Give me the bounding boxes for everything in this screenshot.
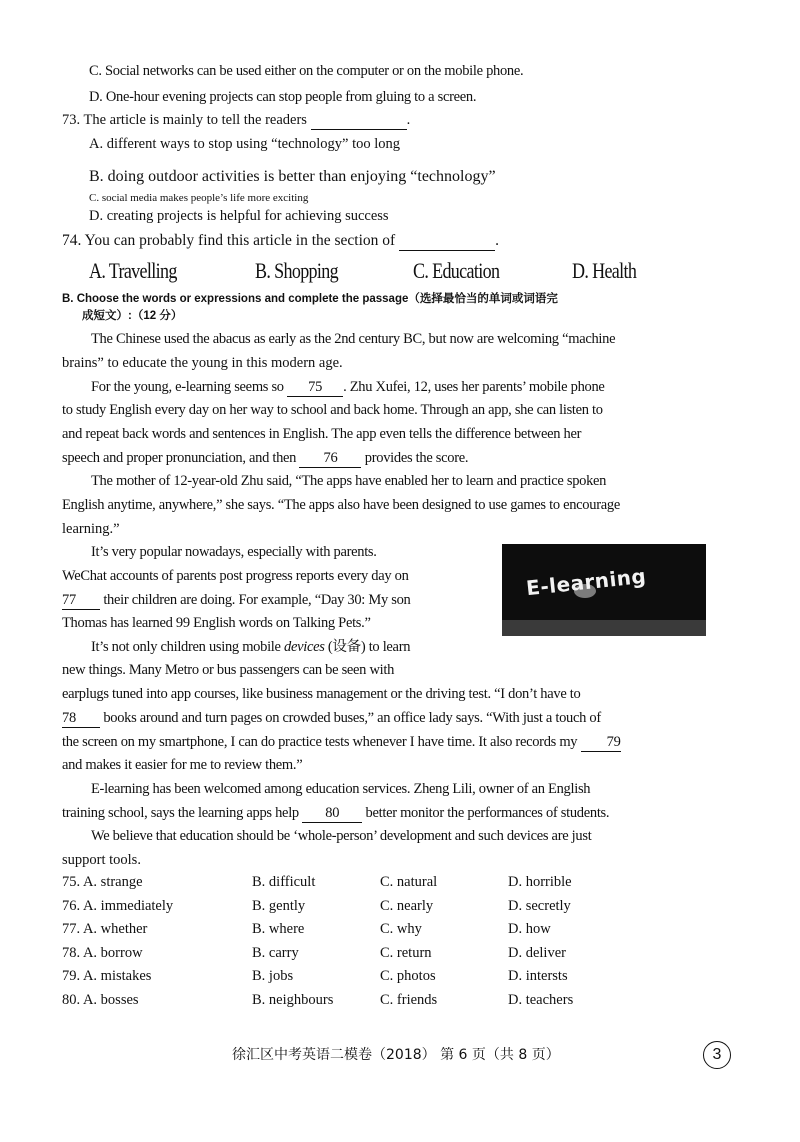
choice-76-b: B. gently (252, 898, 306, 914)
passage-line: the screen on my smartphone, I can do practice tests whenever I have time. It also records my 79 (62, 734, 621, 750)
choice-77-b: B. where (252, 921, 305, 937)
passage-line: English anytime, anywhere,” she says. “The apps also have been designed to use games to encourage (62, 497, 620, 513)
q73-option-b: B. doing outdoor activities is better than enjoying “technology” (89, 168, 496, 185)
passage-line: It’s very popular nowadays, especially with parents. (91, 544, 377, 560)
choice-79-c: C. photos (380, 968, 436, 984)
choice-75-b: B. difficult (252, 874, 316, 890)
passage-line: and repeat back words and sentences in English. The app even tells the difference between her (62, 426, 582, 442)
passage-line: For the young, e-learning seems so 75 . Zhu Xufei, 12, uses her parents’ mobile phone (91, 379, 605, 395)
section-b-heading: B. Choose the words or expressions and complete the passage（选择最恰当的单词或词语完 (62, 293, 558, 305)
choice-78-a: 78. A. borrow (62, 945, 143, 961)
passage-line: We believe that education should be ‘whole-person’ development and such devices are just (91, 828, 592, 844)
choice-77-d: D. how (508, 921, 551, 937)
blank-79: 79 (581, 733, 621, 752)
passage-line: speech and proper pronunciation, and then 76 provides the score. (62, 450, 469, 466)
passage-line: The mother of 12-year-old Zhu said, “The apps have enabled her to learn and practice spoken (91, 473, 607, 489)
passage-line: learning.” (62, 521, 120, 537)
q72-option-c: C. Social networks can be used either on the computer or on the mobile phone. (89, 63, 524, 79)
q74-option-c: C. Education (413, 258, 500, 283)
passage-line: new things. Many Metro or bus passengers can be seen with (62, 662, 395, 678)
choice-80-b: B. neighbours (252, 992, 334, 1008)
passage-line: The Chinese used the abacus as early as the 2nd century BC, but now are welcoming “machine (91, 331, 616, 347)
choice-79-b: B. jobs (252, 968, 294, 984)
e-learning-image (502, 544, 706, 636)
q72-option-d: D. One-hour evening projects can stop people from gluing to a screen. (89, 89, 477, 105)
passage-line: support tools. (62, 852, 141, 868)
choice-80-a: 80. A. bosses (62, 992, 139, 1008)
choice-76-d: D. secretly (508, 898, 571, 914)
choice-78-c: C. return (380, 945, 432, 961)
choice-76-a: 76. A. immediately (62, 898, 174, 914)
choice-75-c: C. natural (380, 874, 438, 890)
choice-78-d: D. deliver (508, 945, 566, 961)
q74-option-a: A. Travelling (89, 258, 177, 283)
q73-option-a: A. different ways to stop using “technology” too long (89, 136, 401, 152)
blank-80: 80 (302, 804, 362, 823)
e-learning-image-text: E-learning (525, 563, 648, 601)
blank-76: 76 (299, 449, 361, 468)
passage-line: earplugs tuned into app courses, like business management or the driving test. “I don’t have to (62, 686, 581, 702)
q74-option-d: D. Health (572, 258, 637, 283)
passage-line: and makes it easier for me to review them.” (62, 757, 303, 773)
choice-80-d: D. teachers (508, 992, 574, 1008)
passage-line: WeChat accounts of parents post progress reports every day on (62, 568, 409, 584)
q73-option-c: C. social media makes people’s life more exciting (89, 192, 309, 204)
passage-line: 78 books around and turn pages on crowded buses,” an office lady says. “With just a touch of (62, 710, 601, 726)
blank-75: 75 (287, 378, 343, 397)
page-circle-number: 3 (703, 1041, 731, 1069)
passage-line: training school, says the learning apps help 80 better monitor the performances of students. (62, 805, 610, 821)
blank-77: 77 (62, 591, 100, 610)
passage-line: brains” to educate the young in this modern age. (62, 355, 343, 371)
q74-blank (399, 232, 495, 251)
section-b-heading-points: 成短文）:（12 分） (82, 310, 183, 322)
choice-76-c: C. nearly (380, 898, 434, 914)
choice-79-a: 79. A. mistakes (62, 968, 152, 984)
choice-78-b: B. carry (252, 945, 299, 961)
choice-75-d: D. horrible (508, 874, 572, 890)
blank-78: 78 (62, 709, 100, 728)
page-footer: 徐汇区中考英语二模卷（2018） 第 6 页（共 8 页） (232, 1047, 560, 1063)
q73-stem: 73. The article is mainly to tell the readers . (62, 112, 411, 128)
choice-80-c: C. friends (380, 992, 438, 1008)
q73-blank (311, 111, 407, 130)
choice-77-c: C. why (380, 921, 422, 937)
choice-75-a: 75. A. strange (62, 874, 143, 890)
q73-option-d: D. creating projects is helpful for achieving success (89, 208, 389, 224)
passage-line: E-learning has been welcomed among education services. Zheng Lili, owner of an English (91, 781, 591, 797)
q74-stem: 74. You can probably find this article in the section of . (62, 232, 499, 249)
image-keyboard-strip (502, 620, 706, 636)
passage-line: 77 their children are doing. For example, “Day 30: My son (62, 592, 411, 608)
passage-line: to study English every day on her way to school and back home. Through an app, she can listen to (62, 402, 603, 418)
choice-79-d: D. intersts (508, 968, 568, 984)
passage-line: It’s not only children using mobile devices (设备) to learn (91, 639, 411, 655)
choice-77-a: 77. A. whether (62, 921, 148, 937)
passage-line: Thomas has learned 99 English words on Talking Pets.” (62, 615, 371, 631)
q74-option-b: B. Shopping (255, 258, 339, 283)
